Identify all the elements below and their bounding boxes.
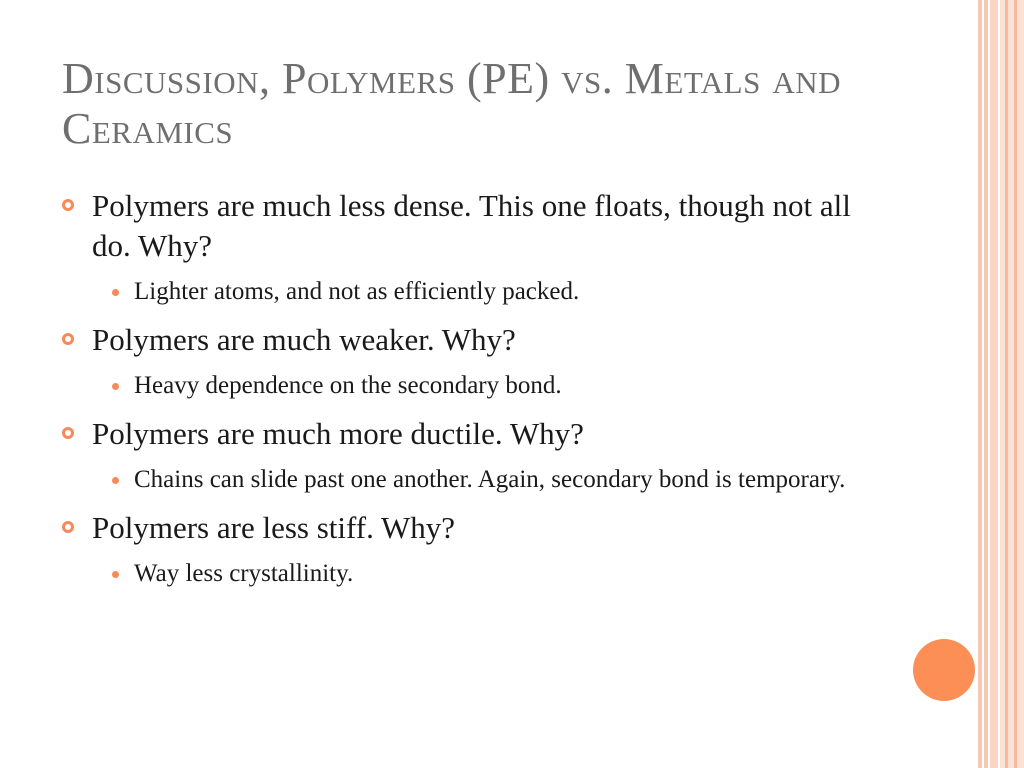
ring-bullet-icon — [62, 333, 74, 345]
bullet-text: Polymers are much less dense. This one floats, though not all do. Why? — [92, 188, 851, 263]
sub-bullet-text: Lighter atoms, and not as efficiently packed. — [134, 278, 580, 305]
dot-bullet-icon — [112, 477, 119, 484]
dot-bullet-icon — [112, 383, 119, 390]
sub-bullet-3 — [108, 462, 882, 498]
decorative-stripe — [1014, 0, 1017, 768]
bullet-point-2 — [62, 320, 882, 360]
bullet-text: Polymers are much weaker. Why? — [92, 322, 516, 357]
bullet-point-1 — [62, 186, 882, 266]
orange-circle-icon — [913, 639, 975, 701]
dot-bullet-icon — [112, 571, 119, 578]
bullet-point-4 — [62, 508, 882, 548]
sub-bullet-text: Heavy dependence on the secondary bond. — [134, 372, 562, 399]
decorative-stripe — [1005, 0, 1008, 768]
sub-bullet-text: Way less crystallinity. — [134, 560, 354, 587]
ring-bullet-icon — [62, 199, 74, 211]
bullet-point-3 — [62, 414, 882, 454]
sub-bullet-1 — [108, 274, 882, 310]
sub-bullet-text: Chains can slide past one another. Again, secondary bond is temporary. — [134, 466, 846, 493]
decorative-stripe — [984, 0, 988, 768]
decorative-stripe — [1000, 0, 1024, 768]
ring-bullet-icon — [62, 521, 74, 533]
decorative-stripe — [990, 0, 998, 768]
sub-bullet-4 — [108, 556, 882, 592]
bullet-text: Polymers are less stiff. Why? — [92, 510, 456, 545]
slide-title: Discussion, Polymers (PE) vs. Metals and Ceramics — [62, 54, 841, 153]
dot-bullet-icon — [112, 289, 119, 296]
slide-content — [62, 186, 882, 602]
ring-bullet-icon — [62, 427, 74, 439]
bullet-text: Polymers are much more ductile. Why? — [92, 416, 584, 451]
sub-bullet-2 — [108, 368, 882, 404]
decorative-stripe — [978, 0, 982, 768]
